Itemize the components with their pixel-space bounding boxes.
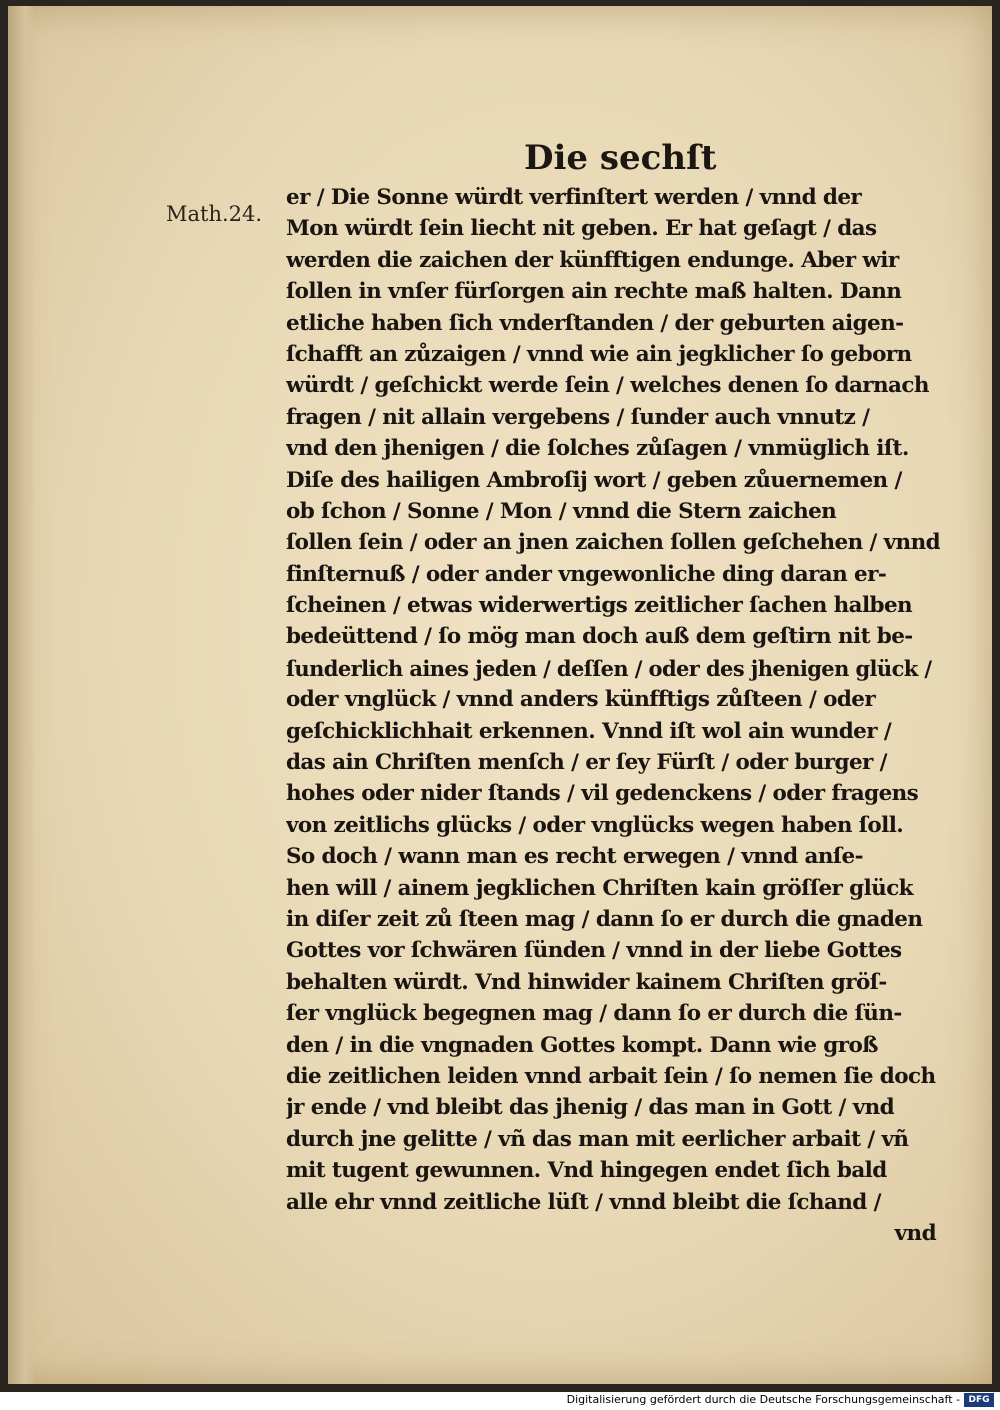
body-text <box>286 182 940 1249</box>
text-line: bedeüttend / ſo mög man doch auß dem geſtirn nit be- <box>286 624 913 650</box>
text-line: er / Die Sonne würdt verfinſtert werden / vnnd der <box>286 185 862 210</box>
text-line: Gottes vor ſchwären ſünden / vnnd in der liebe Gottes <box>286 938 902 964</box>
text-line: würdt / geſchickt werde ſein / welches denen ſo darnach <box>286 373 929 399</box>
page-gutter-edge <box>8 6 36 1384</box>
text-line: ſollen in vnſer fürſorgen ain rechte maß halten. Dann <box>286 279 902 305</box>
text-line: behalten würdt. Vnd hinwider kainem Chriſten gröſ- <box>286 969 887 995</box>
text-line: alle ehr vnnd zeitliche lüſt / vnnd bleibt die ſchand / <box>286 1189 881 1215</box>
text-line: oder vnglück / vnnd anders künfftigs zůſteen / oder <box>286 687 876 713</box>
marginal-note: Math.24. <box>166 202 263 226</box>
text-line: ſer vnglück begegnen mag / dann ſo er durch die ſün- <box>286 1001 902 1027</box>
text-line: von zeitlichs glücks / oder vnglücks wegen haben ſoll. <box>286 812 904 838</box>
dfg-logo: DFG <box>964 1393 994 1407</box>
text-line: finſternuß / oder ander vngewonliche ding daran er- <box>286 561 887 587</box>
text-line: hen will / ainem jegklichen Chriſten kain gröſſer glück <box>286 875 913 901</box>
text-line: geſchicklichhait erkennen. Vnnd iſt wol ain wunder / <box>286 718 892 744</box>
text-line: ſollen ſein / oder an jnen zaichen ſollen geſchehen / vnnd <box>286 530 940 556</box>
funding-credit: Digitalisierung gefördert durch die Deutsche Forschungsgemeinschaft - <box>566 1393 960 1406</box>
text-line: durch jne gelitte / vñ das man mit eerlicher arbait / vñ <box>286 1126 909 1152</box>
text-line: den / in die vngnaden Gottes kompt. Dann wie groß <box>286 1032 878 1058</box>
catchword: vnd <box>894 1220 936 1246</box>
text-line: ſunderlich aines jeden / deſſen / oder des jhenigen glück / <box>286 655 932 681</box>
text-line: Diſe des hailigen Ambroſij wort / geben zůuernemen / <box>286 467 902 493</box>
text-line: etliche haben ſich vnderſtanden / der geburten aigen- <box>286 310 904 336</box>
text-line: jr ende / vnd bleibt das jhenig / das man in Gott / vnd <box>286 1095 895 1121</box>
text-line: mit tugent gewunnen. Vnd hingegen endet ſich bald <box>286 1158 887 1184</box>
text-line: die zeitlichen leiden vnnd arbait ſein / ſo nemen ſie doch <box>286 1063 936 1089</box>
text-line: fragen / nit allain vergebens / ſunder auch vnnutz / <box>286 404 870 430</box>
text-line: in diſer zeit zů ſteen mag / dann ſo er durch die gnaden <box>286 906 923 932</box>
text-line: ob ſchon / Sonne / Mon / vnnd die Stern zaichen <box>286 498 837 524</box>
running-head: Die sechſt <box>524 138 717 178</box>
text-line: ſcheinen / etwas widerwertigs zeitlicher ſachen halben <box>286 593 913 619</box>
footer-bar <box>0 1392 1000 1410</box>
text-line: ſchafft an zůzaigen / vnnd wie ain jegklicher ſo geborn <box>286 341 912 367</box>
text-line: hohes oder nider ſtands / vil gedenckens / oder fragens <box>286 781 919 807</box>
text-line: das ain Chriſten menſch / er ſey Fürſt / oder burger / <box>286 750 887 776</box>
text-line: So doch / wann man es recht erwegen / vnnd anſe- <box>286 844 863 870</box>
text-line: Mon würdt ſein liecht nit geben. Er hat geſagt / das <box>286 216 877 242</box>
text-line: vnd den jhenigen / die ſolches zůſagen / vnmüglich iſt. <box>286 436 909 462</box>
text-line: werden die zaichen der künfftigen endunge. Aber wir <box>286 247 899 273</box>
